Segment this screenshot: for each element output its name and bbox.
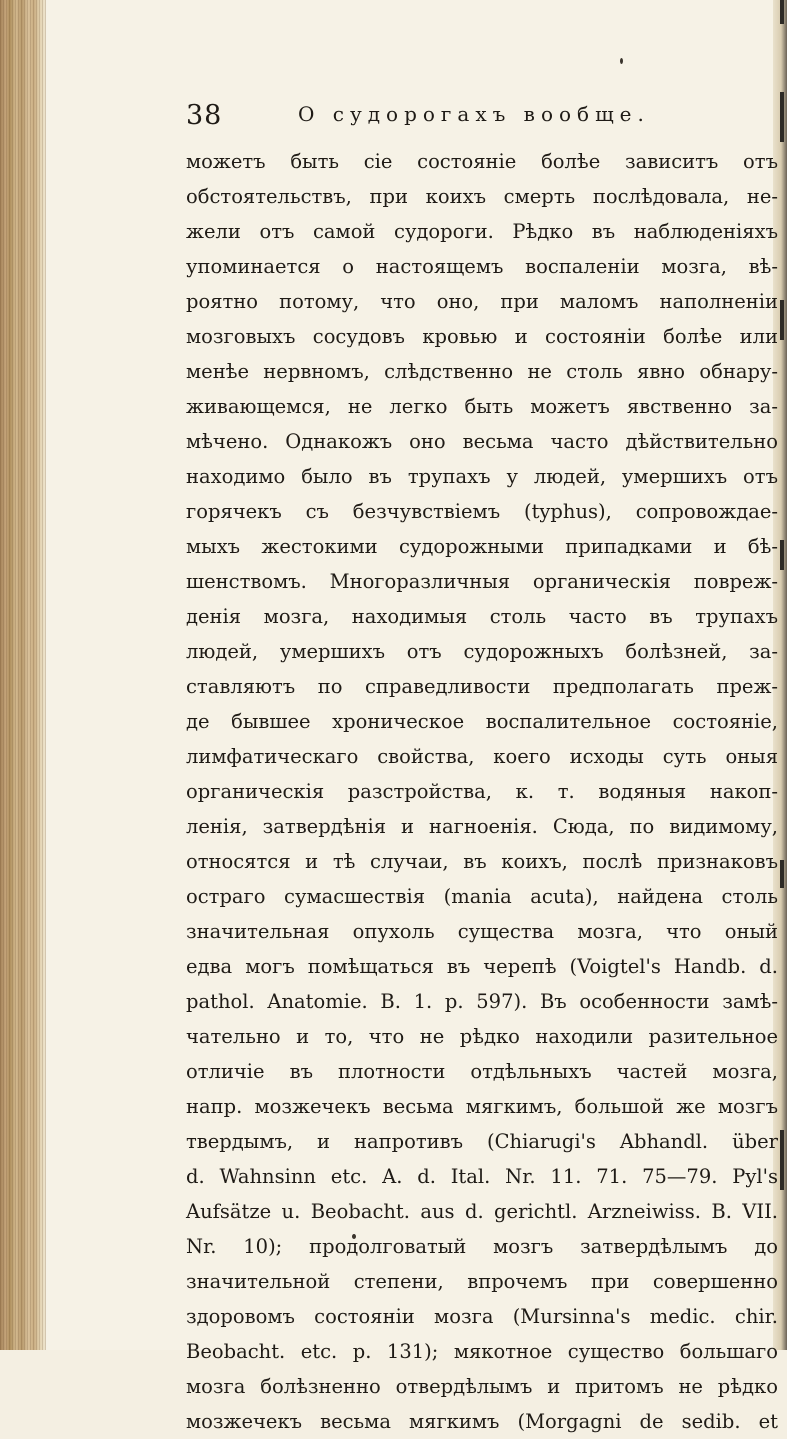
text-line: pathol. Anatomie. B. 1. p. 597). Въ особенности замѣ- (186, 990, 778, 1013)
text-line: шенствомъ. Многоразличныя органическія повреж- (186, 570, 778, 593)
text-line: роятно потому, что оно, при маломъ наполненіи (186, 290, 778, 313)
page-number: 38 (186, 100, 223, 131)
text-line: значительная опухоль существа мозга, что оный (186, 920, 778, 943)
text-line: можетъ быть сіе состояніе болѣе зависитъ отъ (186, 150, 778, 173)
page-content (186, 98, 778, 1439)
text-line: лимфатическаго свойства, коего исходы суть оныя (186, 745, 778, 768)
text-line: упоминается о настоящемъ воспаленіи мозга, вѣ- (186, 255, 778, 278)
text-line: денія мозга, находимыя столь часто въ трупахъ (186, 605, 778, 628)
text-line: находимо было въ трупахъ у людей, умершихъ отъ (186, 465, 778, 488)
text-line: мозга болѣзненно отвердѣлымъ и притомъ не рѣдко (186, 1375, 778, 1398)
text-line: здоровомъ состояніи мозга (Mursinna's medic. chir. (186, 1305, 778, 1328)
page-edge-mark (780, 540, 784, 570)
text-line: остраго сумасшествія (mania acuta), найдена столь (186, 885, 778, 908)
text-line: Beobacht. etc. p. 131); мякотное существо большаго (186, 1340, 778, 1363)
text-line: обстоятельствъ, при коихъ смерть послѣдовала, не- (186, 185, 778, 208)
text-line: живающемся, не легко быть можетъ явственно за- (186, 395, 778, 418)
text-line: ленія, затвердѣнія и нагноенія. Сюда, по видимому, (186, 815, 778, 838)
page-edge-mark (780, 0, 784, 24)
text-line: органическія разстройства, к. т. водяныя накоп- (186, 780, 778, 803)
text-line: мѣчено. Однакожъ оно весьма часто дѣйствительно (186, 430, 778, 453)
text-line: менѣе нервномъ, слѣдственно не столь явно обнару- (186, 360, 778, 383)
text-line: мозжечекъ весьма мягкимъ (Morgagni de sedib. et (186, 1410, 778, 1433)
body-text (186, 144, 778, 1439)
text-line: чательно и то, что не рѣдко находили разительное (186, 1025, 778, 1048)
text-line: Aufsätze u. Beobacht. aus d. gerichtl. Arzneiwiss. B. VII. (186, 1200, 778, 1223)
page-edge-mark (780, 92, 784, 142)
text-line: отличіе въ плотности отдѣльныхъ частей мозга, (186, 1060, 778, 1083)
text-line: относятся и тѣ случаи, въ коихъ, послѣ признаковъ (186, 850, 778, 873)
running-title: О судорогахъ вообще. (298, 102, 650, 126)
text-line: де бывшее хроническое воспалительное состояніе, (186, 710, 778, 733)
text-line: мыхъ жестокими судорожными припадками и бѣ- (186, 535, 778, 558)
page-edge-mark (780, 300, 784, 340)
spine-texture (0, 0, 46, 1350)
text-line: жели отъ самой судороги. Рѣдко въ наблюденіяхъ (186, 220, 778, 243)
page-edge-mark (780, 860, 784, 888)
ink-speck (620, 58, 623, 64)
text-line: значительной степени, впрочемъ при совершенно (186, 1270, 778, 1293)
text-line: ставляютъ по справедливости предполагать преж- (186, 675, 778, 698)
text-line: горячекъ съ безчувствіемъ (typhus), сопровождае- (186, 500, 778, 523)
text-line: напр. мозжечекъ весьма мягкимъ, большой же мозгъ (186, 1095, 778, 1118)
text-line: d. Wahnsinn etc. A. d. Ital. Nr. 11. 71. 75—79. Pyl's (186, 1165, 778, 1188)
text-line: едва могъ помѣщаться въ черепѣ (Voigtel's Handb. d. (186, 955, 778, 978)
page-header (186, 98, 778, 138)
text-line: людей, умершихъ отъ судорожныхъ болѣзней, за- (186, 640, 778, 663)
page-edge-mark (780, 1130, 784, 1190)
text-line: твердымъ, и напротивъ (Chiarugi's Abhandl. über (186, 1130, 778, 1153)
text-line: мозговыхъ сосудовъ кровью и состояніи болѣе или (186, 325, 778, 348)
text-line: Nr. 10); продолговатый мозгъ затвердѣлымъ до (186, 1235, 778, 1258)
